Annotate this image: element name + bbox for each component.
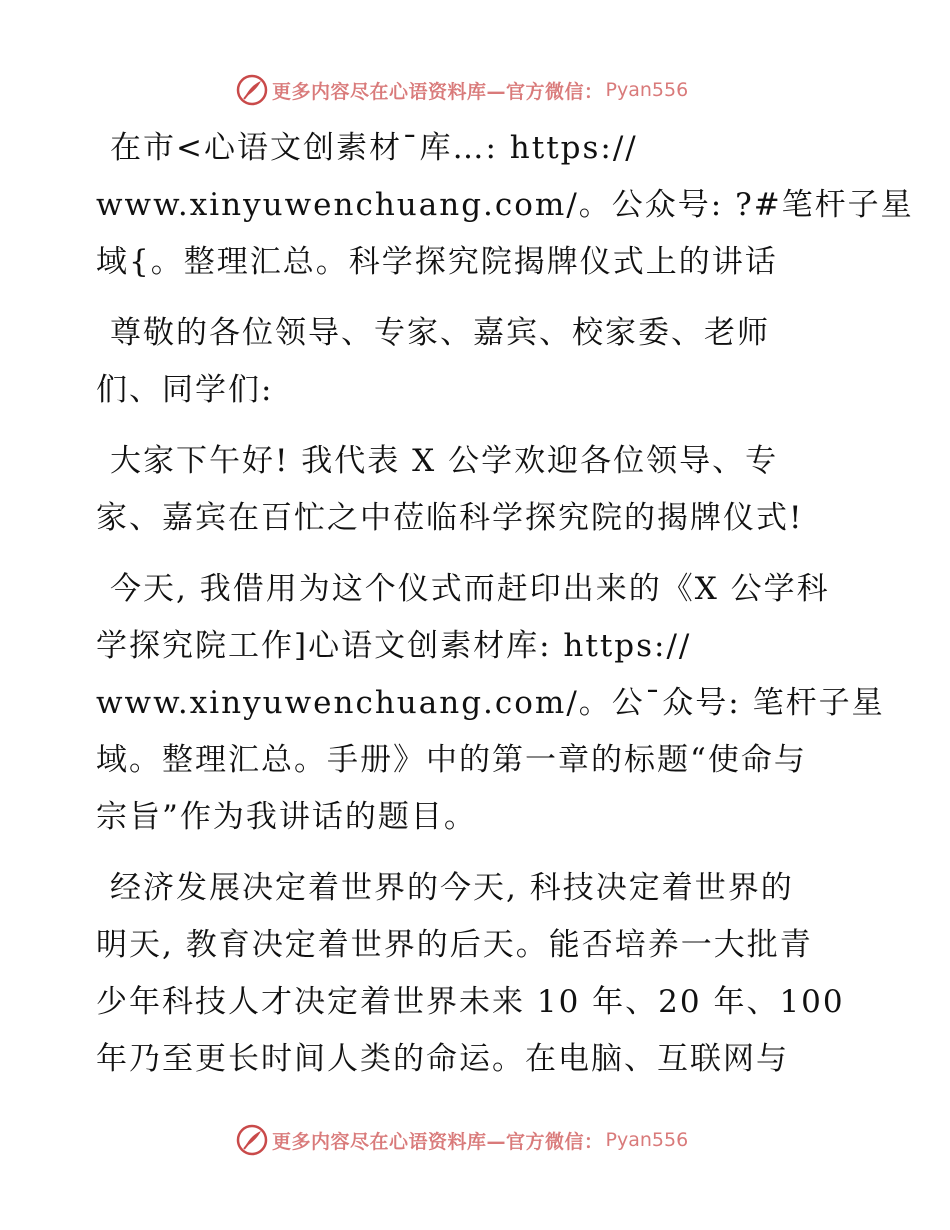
- document-body: [96, 120, 914, 1102]
- text-line: 大家下午好! 我代表 X 公学欢迎各位领导、专: [110, 443, 779, 479]
- text-line: www.xinyuwenchuang.com/。公¯众号: 笔杆子星: [96, 685, 885, 721]
- header-banner: [236, 72, 716, 108]
- text-line: 在市<心语文创素材¯库…: https://: [110, 130, 638, 166]
- text-line: 今天, 我借用为这个仪式而赶印出来的《X 公学科: [110, 571, 830, 607]
- banner-text: 更多内容尽在心语资料库—官方微信：: [272, 80, 604, 103]
- text-line: 家、嘉宾在百忙之中莅临科学探究院的揭牌仪式!: [96, 500, 804, 536]
- banner-wechat-id: Pyan556: [605, 1129, 689, 1151]
- text-line: 域{。整理汇总。科学探究院揭牌仪式上的讲话: [96, 244, 778, 280]
- text-line: 学探究院工作]心语文创素材库: https://: [96, 628, 692, 664]
- footer-banner: [236, 1122, 716, 1158]
- text-line: www.xinyuwenchuang.com/。公众号: ?#笔杆子星: [96, 187, 914, 223]
- text-line: 们、同学们:: [96, 372, 274, 408]
- banner-wechat-id: Pyan556: [605, 79, 689, 101]
- paragraph: [96, 305, 856, 419]
- text-line: 明天, 教育决定着世界的后天。能否培养一大批青: [96, 927, 813, 963]
- text-line: 尊敬的各位领导、专家、嘉宾、校家委、老师: [110, 315, 770, 351]
- paragraph: [96, 860, 856, 1088]
- text-line: 年乃至更长时间人类的命运。在电脑、互联网与: [96, 1041, 789, 1077]
- quill-seal-icon: [236, 1124, 268, 1156]
- banner-text: 更多内容尽在心语资料库—官方微信：: [272, 1130, 604, 1153]
- quill-seal-icon: [236, 74, 268, 106]
- text-line: 经济发展决定着世界的今天, 科技决定着世界的: [110, 870, 794, 906]
- text-line: 宗旨”作为我讲话的题目。: [96, 799, 477, 835]
- paragraph: [96, 433, 856, 547]
- text-line: 少年科技人才决定着世界未来 10 年、20 年、100: [96, 984, 845, 1020]
- paragraph: [96, 561, 885, 846]
- paragraph: [96, 120, 914, 291]
- text-line: 域。整理汇总。手册》中的第一章的标题“使命与: [96, 742, 807, 778]
